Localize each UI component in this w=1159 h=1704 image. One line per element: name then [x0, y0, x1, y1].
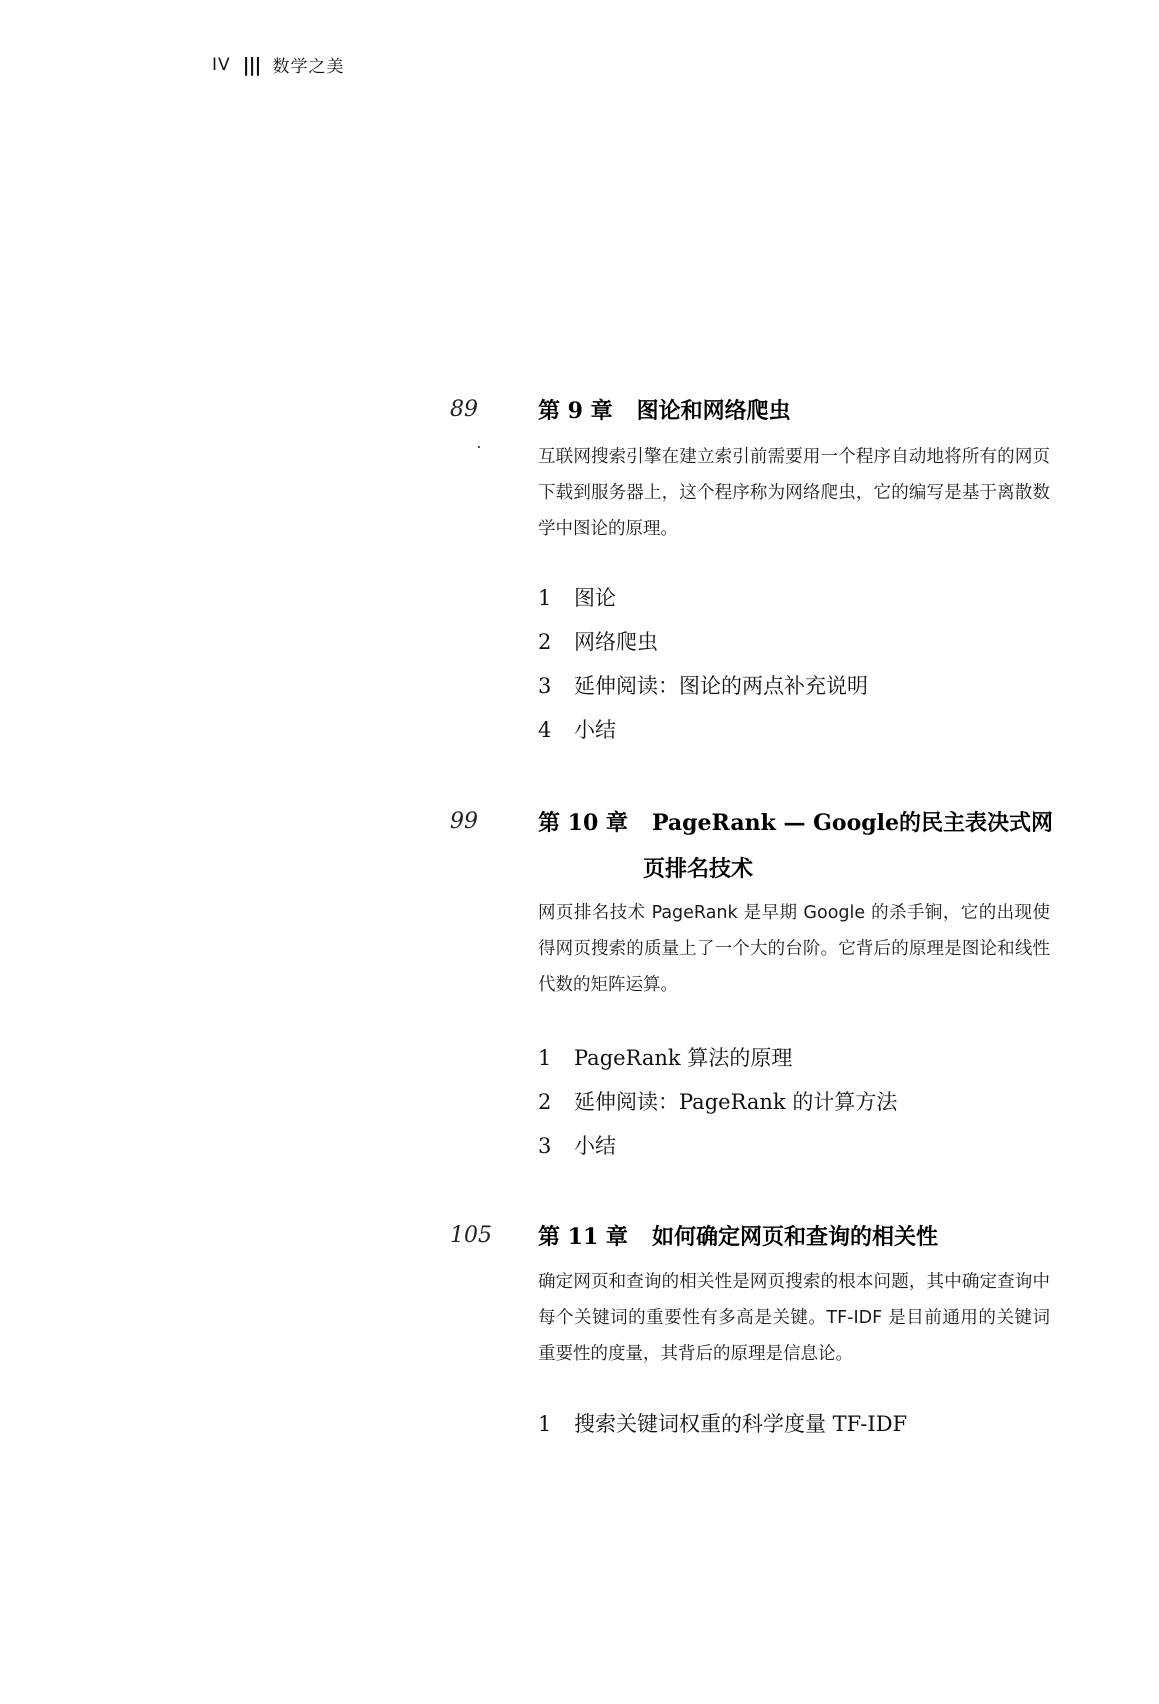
section-item: 2 延伸阅读：PageRank 的计算方法 — [538, 1090, 898, 1114]
running-header — [212, 52, 344, 77]
section-item: 3 小结 — [538, 1134, 616, 1158]
chapter-title-text: PageRank — Google的民主表决式网 — [651, 810, 1053, 836]
section-item: 1 图论 — [538, 586, 616, 610]
chapter-label: 第 10 章 — [538, 810, 628, 836]
section-item: 1 搜索关键词权重的科学度量 TF-IDF — [538, 1412, 908, 1436]
section-item: 1 PageRank 算法的原理 — [538, 1046, 793, 1070]
chapter-description: 确定网页和查询的相关性是网页搜索的根本问题，其中确定查询中每个关键词的重要性有多高是关键。TF-IDF 是目前通用的关键词重要性的度量，其背后的原理是信息论。 — [538, 1272, 1050, 1364]
chapter-title — [538, 388, 1058, 434]
page-label: IV — [212, 54, 231, 75]
chapter-label: 第 11 章 — [538, 1224, 628, 1250]
section-item: 3 延伸阅读：图论的两点补充说明 — [538, 674, 868, 698]
section-list — [538, 576, 868, 752]
chapter-title-continued: 页排名技术 — [643, 856, 754, 882]
section-item: 4 小结 — [538, 718, 616, 742]
chapter-description: 网页排名技术 PageRank 是早期 Google 的杀手锏，它的出现使得网页搜索的质量上了一个大的台阶。它背后的原理是图论和线性代数的矩阵运算。 — [538, 903, 1050, 995]
chapter-page-number: 99 — [450, 809, 478, 834]
chapter-title-text: 图论和网络爬虫 — [636, 398, 791, 424]
chapter-label: 第 9 章 — [538, 398, 613, 424]
header-separator: ||| — [242, 53, 261, 76]
section-list — [538, 1402, 907, 1446]
scan-dot — [478, 446, 480, 448]
section-list — [538, 1036, 897, 1168]
chapter-title — [538, 1214, 1058, 1260]
chapter-title — [538, 800, 1058, 892]
chapter-page-number: 89 — [450, 397, 478, 422]
chapter-page-number: 105 — [450, 1223, 492, 1248]
section-item: 2 网络爬虫 — [538, 630, 658, 654]
chapter-description: 互联网搜索引擎在建立索引前需要用一个程序自动地将所有的网页下载到服务器上，这个程序称为网络爬虫，它的编写是基于离散数学中图论的原理。 — [538, 447, 1050, 539]
chapter-title-text: 如何确定网页和查询的相关性 — [651, 1224, 938, 1250]
book-title: 数学之美 — [272, 57, 345, 77]
